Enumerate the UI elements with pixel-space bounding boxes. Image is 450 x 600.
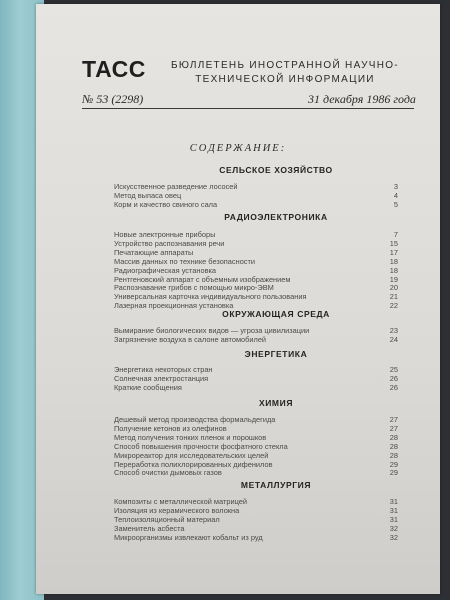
toc-entry-page: 29 [389, 468, 398, 478]
toc-entry-title: Солнечная электростанция [114, 373, 209, 383]
toc-entry-page: 15 [389, 238, 398, 248]
toc-entry-title: Краткие сообщения [114, 382, 182, 392]
toc-entry-page: 29 [389, 459, 398, 469]
toc-entry [114, 230, 398, 239]
toc-entry-title: Рентгеновский аппарат с объемным изображением [114, 274, 291, 284]
toc-entry-title: Энергетика некоторых стран [114, 365, 213, 374]
toc-entry-page: 3 [393, 182, 398, 191]
toc-entry-title: Печатающие аппараты [114, 247, 194, 257]
tass-logo: ТАСС [82, 56, 146, 82]
toc-entry-title: Теплоизоляционный материал [114, 514, 220, 524]
toc-entry-title: Микрореактор для исследовательских целей [114, 450, 269, 460]
toc-entry-page: 28 [389, 441, 398, 451]
toc-entry [114, 182, 398, 191]
section-title: РАДИОЭЛЕКТРОНИКА [224, 212, 328, 222]
toc-entry-title: Метод получения тонких пленок и порошков [114, 432, 267, 442]
toc-entry [114, 433, 398, 442]
toc-entry-title: Устройство распознавания речи [114, 238, 225, 248]
toc-entry-page: 19 [389, 274, 398, 284]
header-rule [82, 108, 414, 109]
issue-number: № 53 (2298) [82, 92, 144, 106]
toc-entry [114, 533, 398, 542]
toc-entry [114, 335, 398, 344]
section-title: МЕТАЛЛУРГИЯ [240, 480, 312, 490]
toc-entry [114, 415, 398, 424]
toc-entry-page: 27 [389, 415, 398, 424]
toc-entry-page: 23 [389, 326, 398, 335]
toc-entry [114, 266, 398, 275]
toc-entry-page: 26 [389, 373, 398, 383]
toc-entry-page: 32 [389, 532, 398, 542]
toc-entry-title: Метод выпаса овец [114, 190, 182, 200]
toc-entry [114, 497, 398, 506]
toc-entry-page: 25 [389, 365, 398, 374]
toc-entry-page: 20 [389, 283, 398, 293]
toc-entry [114, 442, 398, 451]
section-title: ЭНЕРГЕТИКА [244, 349, 308, 359]
toc-entry-page: 32 [389, 523, 398, 533]
toc-entry-title: Изоляция из керамического волокна [114, 505, 240, 515]
toc-entry [114, 248, 398, 257]
toc-entry-page: 4 [393, 190, 398, 200]
toc-entry [114, 424, 398, 433]
contents-heading: СОДЕРЖАНИЕ: [189, 143, 287, 154]
toc-entry [114, 292, 398, 301]
toc-entry-title: Дешевый метод производства формальдегида [114, 415, 276, 424]
toc-entry-page: 28 [389, 450, 398, 460]
toc-entry-page: 18 [389, 265, 398, 275]
toc-entry-page: 22 [389, 301, 398, 311]
toc-entry-title: Универсальная карточка индивидуального пользования [114, 292, 307, 302]
toc-entry-title: Способ очистки дымовых газов [114, 468, 222, 478]
toc-entry [114, 200, 398, 209]
section-title: ОКРУЖАЮЩАЯ СРЕДА [222, 309, 330, 319]
toc-entry [114, 191, 398, 200]
toc-entry-page: 24 [389, 334, 398, 344]
toc-entry [114, 524, 398, 533]
toc-entry-page: 27 [389, 423, 398, 433]
toc-entry [114, 283, 398, 292]
toc-entry [114, 383, 398, 392]
toc-entry-title: Корм и качество свиного сала [114, 199, 218, 209]
toc-entry-title: Переработка полихлорированных дифенилов [114, 459, 273, 469]
toc-entry-title: Получение кетонов из олефинов [114, 423, 227, 433]
toc-entry-title: Массив данных по технике безопасности [114, 256, 256, 266]
toc-entry [114, 326, 398, 335]
bulletin-title [155, 59, 415, 87]
toc-entry [114, 451, 398, 460]
toc-entry [114, 365, 398, 374]
toc-entry-page: 31 [389, 514, 398, 524]
toc-entry-page: 26 [389, 382, 398, 392]
toc-entry-title: Композиты с металлической матрицей [114, 497, 247, 506]
toc-entry [114, 460, 398, 469]
toc-entry-title: Загрязнение воздуха в салоне автомобилей [114, 334, 267, 344]
document-page [36, 4, 440, 594]
toc-entry-title: Вымирание биологических видов — угроза цивилизации [114, 326, 310, 335]
toc-entry-title: Искусственное разведение лососей [114, 182, 238, 191]
toc-entry [114, 374, 398, 383]
toc-entry-page: 5 [393, 199, 398, 209]
toc-entry-title: Микроорганизмы извлекают кобальт из руд [114, 532, 263, 542]
bulletin-title-line1: БЮЛЛЕТЕНЬ ИНОСТРАННОЙ НАУЧНО- [171, 60, 399, 71]
issue-date: 31 декабря 1986 года [308, 92, 416, 106]
toc-entry [114, 257, 398, 266]
toc-entry [114, 275, 398, 284]
toc-entry-title: Лазерная проекционная установка [114, 301, 234, 311]
toc-entry [114, 468, 398, 477]
toc-entry-page: 18 [389, 256, 398, 266]
toc-entry-page: 31 [389, 497, 398, 506]
bulletin-title-line2: ТЕХНИЧЕСКОЙ ИНФОРМАЦИИ [195, 74, 375, 85]
toc-entry-title: Новые электронные приборы [114, 230, 216, 239]
toc-entry-page: 17 [389, 247, 398, 257]
toc-entry-page: 28 [389, 432, 398, 442]
toc-entry-title: Распознавание грибов с помощью микро-ЭВМ [114, 283, 274, 293]
toc-entry-title: Заменитель асбеста [114, 523, 185, 533]
section-title: ХИМИЯ [258, 398, 294, 408]
toc-entry [114, 239, 398, 248]
toc-entry [114, 506, 398, 515]
masthead [82, 56, 412, 92]
toc-entry-title: Радиографическая установка [114, 265, 217, 275]
toc-entry-page: 7 [393, 230, 398, 239]
toc-entry-title: Способ повышения прочности фосфатного стекла [114, 441, 288, 451]
section-title: СЕЛЬСКОЕ ХОЗЯЙСТВО [219, 165, 333, 175]
toc-entry-page: 31 [389, 505, 398, 515]
toc-entry [114, 515, 398, 524]
toc-entry-page: 21 [389, 292, 398, 302]
